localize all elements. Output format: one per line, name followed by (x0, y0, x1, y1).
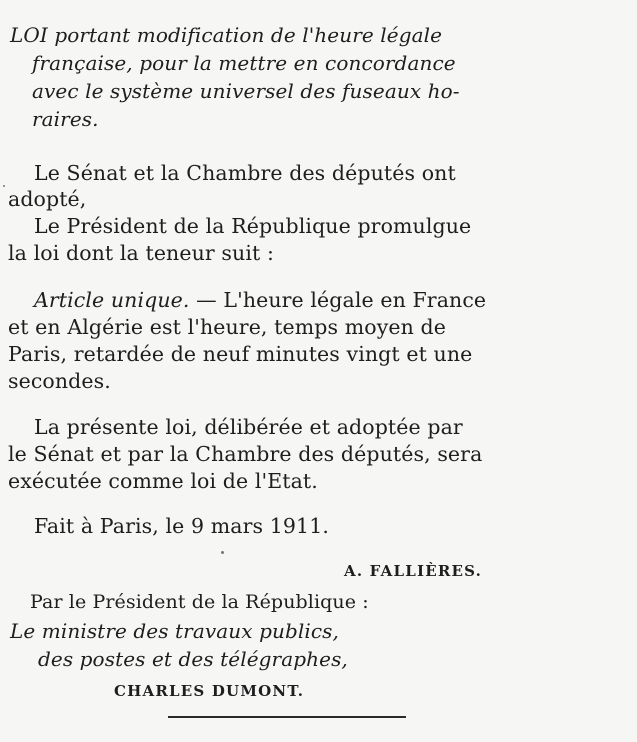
print-speck (3, 185, 5, 187)
minister-line-1: Le ministre des travaux publics, (10, 619, 339, 643)
preamble-president-line-1: Le Président de la République promulgue (34, 214, 472, 238)
enactment-line-3: exécutée comme loi de l'Etat. (8, 469, 318, 493)
print-speck (221, 551, 224, 554)
enactment-line-2: le Sénat et par la Chambre des députés, sera (8, 442, 483, 466)
article-line-1 (34, 287, 486, 313)
president-signature: A. FALLIÈRES. (344, 562, 483, 580)
article-text-start: — L'heure légale en France (189, 288, 487, 312)
date-line: Fait à Paris, le 9 mars 1911. (34, 514, 329, 538)
minister-line-2: des postes et des télégraphes, (38, 647, 348, 671)
minister-name: CHARLES DUMONT. (114, 682, 305, 700)
article-line-3: Paris, retardée de neuf minutes vingt et une (8, 342, 473, 366)
title-line-4: raires. (32, 107, 99, 131)
preamble-senate-line-1: Le Sénat et la Chambre des députés ont (34, 161, 456, 185)
article-label: Article unique. (34, 288, 190, 312)
preamble-president-line-2: la loi dont la teneur suit : (8, 241, 274, 265)
article-line-2: et en Algérie est l'heure, temps moyen de (8, 315, 446, 339)
article-line-4: secondes. (8, 369, 111, 393)
countersign-intro: Par le Président de la République : (30, 591, 369, 613)
title-line-1: LOI portant modification de l'heure légale (10, 23, 443, 47)
closing-rule-divider (168, 716, 406, 718)
title-line-3: avec le système universel des fuseaux ho- (32, 79, 460, 103)
title-line-2: française, pour la mettre en concordance (32, 51, 456, 75)
preamble-senate-line-2: adopté, (8, 187, 87, 211)
enactment-line-1: La présente loi, délibérée et adoptée par (34, 415, 463, 439)
